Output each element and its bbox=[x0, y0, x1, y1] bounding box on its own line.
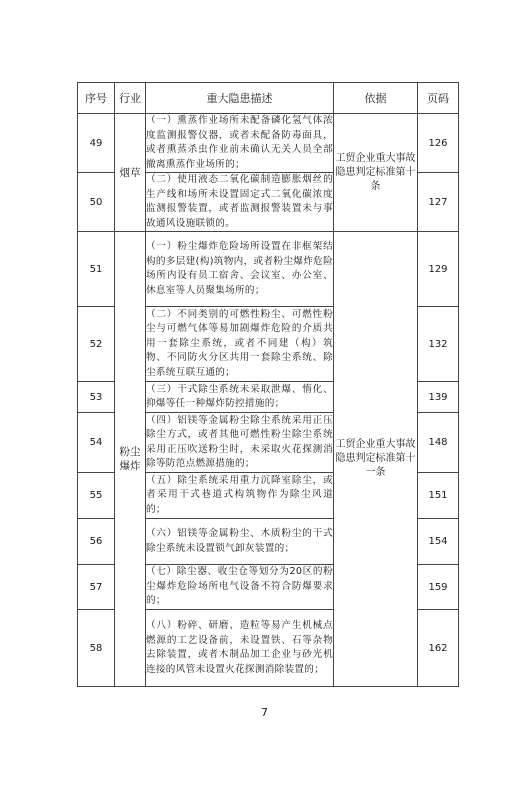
row-description: （四）铝镁等金属粉尘除尘系统采用正压除尘方式，或者其他可燃性粉尘除尘系统采用正压吹送粉尘时，未采取火花探测消除等防范点燃源措施的； bbox=[146, 413, 334, 473]
row-page: 154 bbox=[418, 519, 459, 565]
row-description: （三）干式除尘系统未采取泄爆、惰化、抑爆等任一种爆炸防控措施的； bbox=[146, 382, 334, 413]
row-page: 129 bbox=[418, 232, 459, 307]
row-page: 132 bbox=[418, 307, 459, 382]
header-row bbox=[78, 83, 459, 114]
basis-cell: 工贸企业重大事故隐患判定标准第十一条 bbox=[334, 232, 418, 687]
row-description: （八）粉碎、研磨、造粒等易产生机械点燃源的工艺设备前，未设置铁、石等杂物去除装置，或者木制品加工企业与砂光机连接的风管未设置火花探测消除装置的； bbox=[146, 610, 334, 687]
row-seq: 49 bbox=[78, 114, 115, 173]
row-page: 127 bbox=[418, 173, 459, 232]
header-industry: 行业 bbox=[115, 83, 146, 114]
row-page: 148 bbox=[418, 413, 459, 473]
industry-cell: 粉尘爆炸 bbox=[115, 232, 146, 687]
row-description: （一）熏蒸作业场所未配备磷化氢气体浓度监测报警仪器，或者未配备防毒面具，或者熏蒸杀虫作业前未确认无关人员全部撤离熏蒸作业场所的； bbox=[146, 114, 334, 173]
basis-cell: 工贸企业重大事故隐患判定标准第十条 bbox=[334, 114, 418, 232]
table-row bbox=[78, 232, 459, 307]
row-seq: 53 bbox=[78, 382, 115, 413]
table-row bbox=[78, 114, 459, 173]
hazard-table bbox=[77, 82, 459, 687]
row-description: （六）铝镁等金属粉尘、木质粉尘的干式除尘系统未设置锁气卸灰装置的； bbox=[146, 519, 334, 565]
header-basis: 依据 bbox=[334, 83, 418, 114]
row-page: 126 bbox=[418, 114, 459, 173]
industry-cell: 烟草 bbox=[115, 114, 146, 232]
row-seq: 51 bbox=[78, 232, 115, 307]
row-seq: 56 bbox=[78, 519, 115, 565]
row-description: （一）粉尘爆炸危险场所设置在非框架结构的多层建(构)筑物内，或者粉尘爆炸危险场所内设有员工宿舍、会议室、办公室、休息室等人员聚集场所的； bbox=[146, 232, 334, 307]
row-description: （二）使用液态二氧化碳制造膨胀烟丝的生产线和场所未设置固定式二氧化碳浓度监测报警装置，或者监测报警装置未与事故通风设施联锁的。 bbox=[146, 173, 334, 232]
row-description: （二）不同类别的可燃性粉尘、可燃性粉尘与可燃气体等易加剧爆炸危险的介质共用一套除尘系统，或者不同建（构）筑物、不同防火分区共用一套除尘系统、除尘系统互联互通的； bbox=[146, 307, 334, 382]
row-page: 139 bbox=[418, 382, 459, 413]
page-number: 7 bbox=[261, 706, 268, 719]
row-seq: 50 bbox=[78, 173, 115, 232]
header-seq: 序号 bbox=[78, 83, 115, 114]
row-page: 151 bbox=[418, 473, 459, 519]
row-page: 159 bbox=[418, 565, 459, 610]
row-seq: 54 bbox=[78, 413, 115, 473]
header-description: 重大隐患描述 bbox=[146, 83, 334, 114]
row-page: 162 bbox=[418, 610, 459, 687]
row-seq: 58 bbox=[78, 610, 115, 687]
header-page: 页码 bbox=[418, 83, 459, 114]
row-description: （五）除尘系统采用重力沉降室除尘，或者采用干式巷道式构筑物作为除尘风道的； bbox=[146, 473, 334, 519]
row-description: （七）除尘器、收尘仓等划分为20区的粉尘爆炸危险场所电气设备不符合防爆要求的； bbox=[146, 565, 334, 610]
row-seq: 57 bbox=[78, 565, 115, 610]
row-seq: 55 bbox=[78, 473, 115, 519]
row-seq: 52 bbox=[78, 307, 115, 382]
